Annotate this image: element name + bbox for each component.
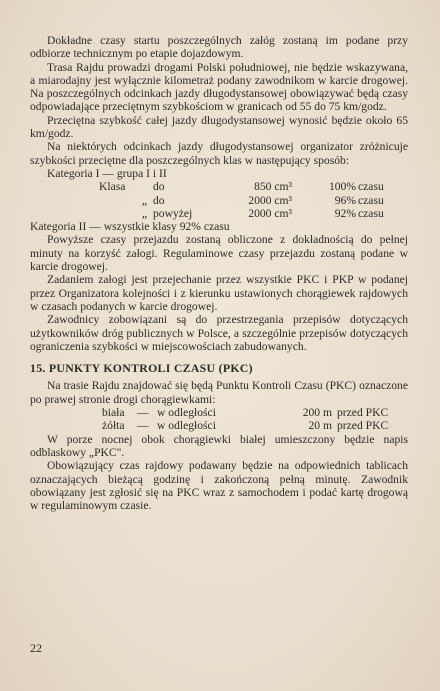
paragraph-class-speeds: Na niektórych odcinkach jazdy długodystansowej organizator zróżnicuje szybkości przeciętne dla poszczególnych klas w następujący sposób: [30, 140, 408, 167]
flag-place: przed PKC [337, 406, 389, 420]
class-capacity: 2000 cm³ [248, 206, 292, 220]
body-text [30, 34, 408, 512]
flag-color: żółta [102, 419, 125, 433]
paragraph-rounding: Powyższe czasy przejazdu zostaną obliczone z dokładnością do pełnej minuty na korzyść załogi. Regulaminowe czasy przejazdu zostaną podane w karcie drogowej. [30, 233, 408, 274]
class-percent: 96% [334, 193, 356, 207]
flag-color: biała [102, 406, 125, 420]
class-table [99, 180, 408, 220]
class-unit: czasu [358, 180, 384, 194]
flag-distance: 200 m [302, 406, 332, 420]
class-op: do [153, 193, 165, 207]
flag-dash: — [137, 419, 149, 433]
flag-dash: — [137, 406, 149, 420]
page-number: 22 [30, 641, 42, 655]
paragraph-average-speed: Przeciętna szybkość całej jazdy długodystansowej wynosić będzie około 65 km/godz. [30, 113, 408, 141]
flag-place: przed PKC [337, 419, 389, 433]
paragraph-night-sign: W porze nocnej obok chorągiewki białej umieszczony będzie napis odblaskowy „PKC". [30, 432, 408, 459]
class-op: powyżej [153, 206, 193, 220]
flag-text: w odległości [157, 406, 216, 420]
paragraph-route: Trasa Rajdu prowadzi drogami Polski południowej, nie będzie wskazywana, a miarodajny jest wyłącznie kilometraż podany zawodnikom w karcie drogowej. Na poszczególnych odcinkach jazdy długodystansowej obowiązywać będą czasy odpowiadające przeciętnym szybkościom w granicach od 55 do 75 km/godz. [30, 60, 408, 114]
flag-text: w odległości [157, 419, 216, 433]
category-2-line: Kategoria II — wszystkie klasy 92% czasu [30, 220, 230, 234]
paragraph-traffic-rules: Zawodnicy zobowiązani są do przestrzegania przepisów dotyczących użytkowników dróg publicznych w Polsce, a szczególnie przepisów dotyczących ograniczenia szybkości w miejscowościach zabudowanych. [30, 313, 408, 353]
class-unit: czasu [358, 206, 384, 220]
class-label: „ [141, 206, 147, 220]
paragraph-start-times: Dokładne czasy startu poszczególnych załóg zostaną im podane przy odbiorze technicznym po etapie dojazdowym. [30, 34, 408, 61]
class-percent: 92% [334, 206, 356, 220]
class-unit: czasu [358, 193, 384, 207]
class-capacity: 2000 cm³ [248, 193, 292, 207]
category-1-line: Kategoria I — grupa I i II [47, 166, 167, 180]
paragraph-official-time: Obowiązujący czas rajdowy podawany będzie na odpowiednich tablicach oznaczających bieżącą godzinę i zakończoną pełną minutę. Zawodnik obowiązany jest zgłosić się na PKC wraz z samochodem i podać kartę drogową w regulaminowym czasie. [30, 459, 408, 513]
class-percent: 100% [328, 180, 356, 194]
class-label: Klasa [99, 180, 126, 194]
paragraph-pkc-intro: Na trasie Rajdu znajdować się będą Punktu Kontroli Czasu (PKC) oznaczone po prawej stronie drogi chorągiewkami: [30, 379, 408, 406]
flag-distance: 20 m [308, 419, 332, 433]
class-op: do [153, 180, 165, 194]
section-heading: 15. PUNKTY KONTROLI CZASU (PKC) [30, 361, 253, 376]
paragraph-crew-task: Zadaniem załogi jest przejechanie przez wszystkie PKC i PKP w podanej przez Organizatora kolejności i z kierunku ustawionych chorągiewek rajdowych w czasach podanych w karcie drogowej. [30, 273, 408, 313]
class-capacity: 850 cm³ [254, 180, 292, 194]
class-label: „ [141, 193, 147, 207]
flag-row-yellow [102, 419, 408, 432]
flag-row-white [102, 406, 408, 419]
